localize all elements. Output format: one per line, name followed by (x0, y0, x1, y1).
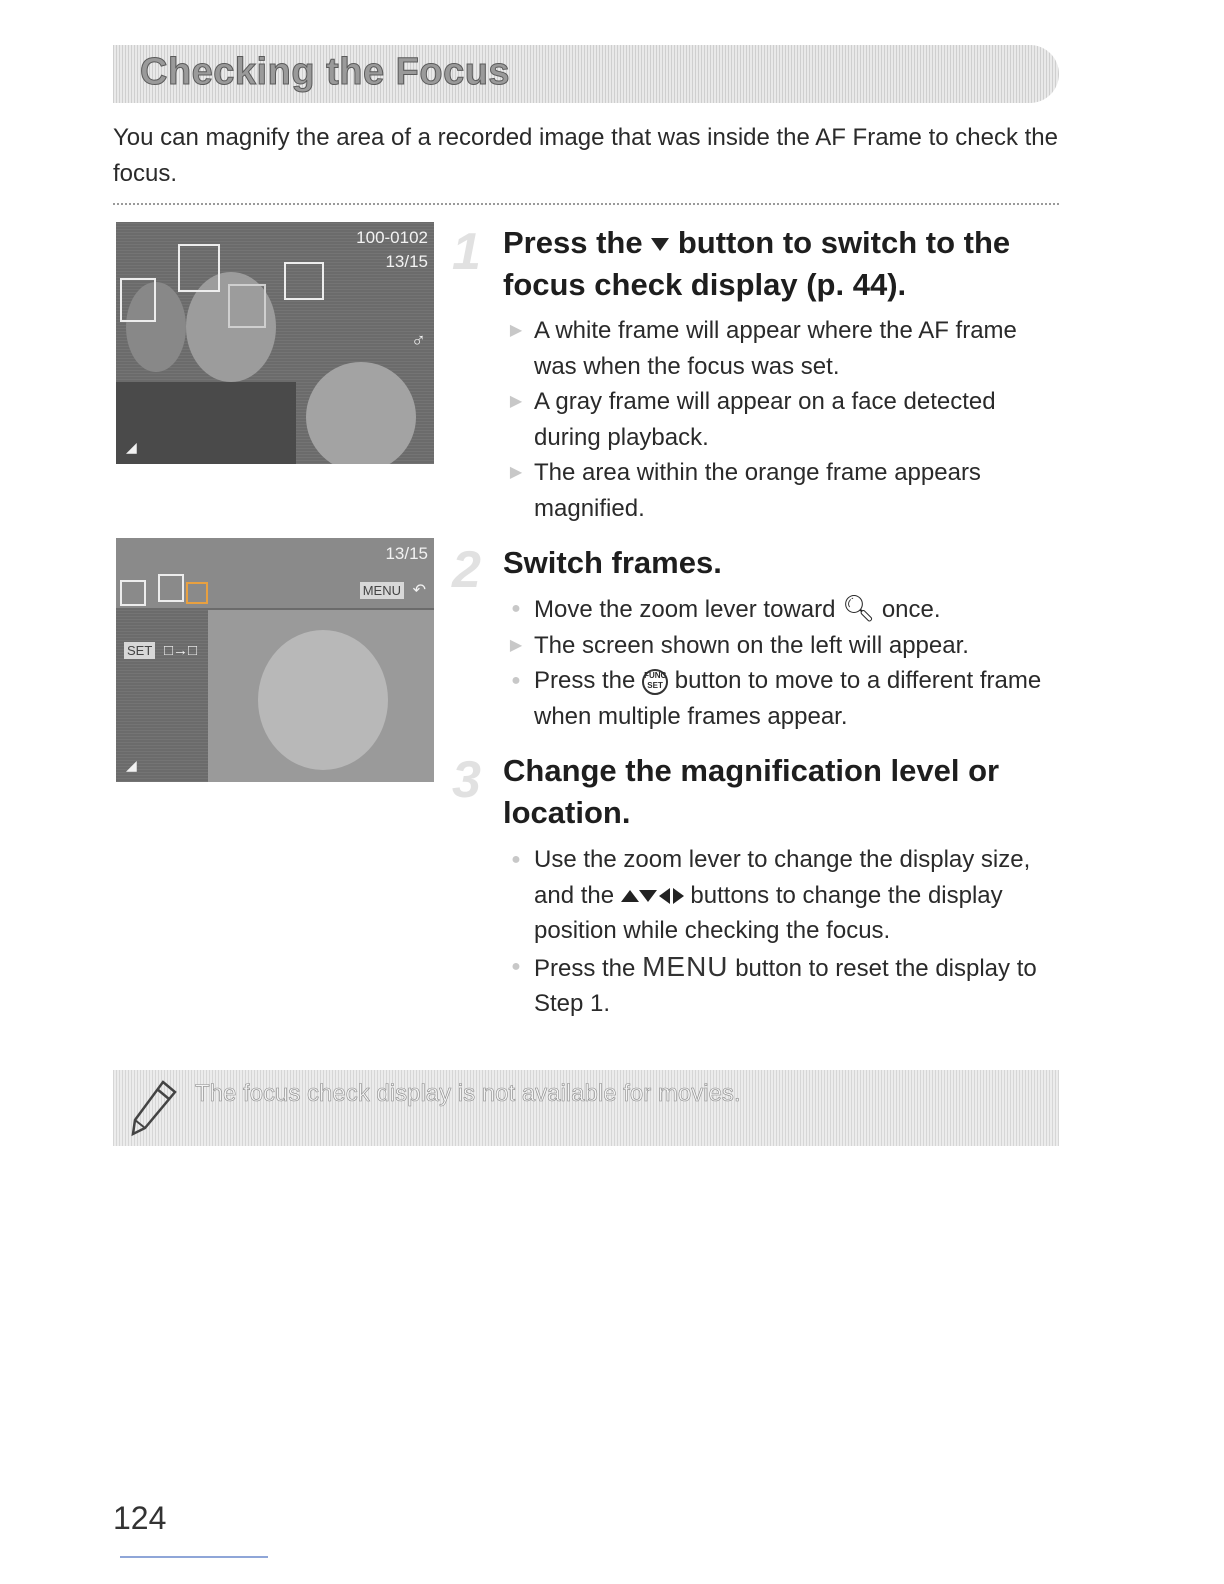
photo-shadow (116, 382, 296, 464)
frame-switch-icon: □→□ (164, 642, 198, 659)
down-arrow-icon (651, 238, 669, 251)
step-title-text: Press the (503, 225, 643, 260)
step-title-text: button to switch to the focus check display (p. 44). (503, 225, 1011, 302)
red-eye-icon: ♂ (411, 330, 426, 352)
set-label: SET (124, 642, 155, 659)
menu-button-label: MENU (642, 950, 729, 982)
arrow-bullet-icon: ▶ (509, 322, 523, 339)
list-item: ▶ The area within the orange frame appears magnified. (503, 455, 1063, 526)
arrow-bullet-icon: ▶ (509, 464, 523, 481)
protect-icon: ◢ (126, 439, 137, 455)
pencil-icon (127, 1078, 179, 1138)
divider (113, 203, 1059, 205)
section-title: Checking the Focus (140, 51, 511, 93)
page-number: 124 (113, 1500, 167, 1536)
list-item: ● Press the FUNC SET button to move to a different frame when multiple frames appear. (503, 663, 1063, 734)
step-2-title: Switch frames. (503, 545, 722, 580)
file-number: 100-0102 (356, 228, 428, 247)
arrow-bullet-icon: ▶ (509, 636, 523, 654)
list-item: ● Move the zoom lever toward 🔍︎ once. (503, 591, 1063, 628)
list-item: ▶ A white frame will appear where the AF frame was when the focus was set. (503, 313, 1063, 384)
arrow-bullet-icon: ▶ (509, 393, 523, 410)
image-count: 13/15 (385, 544, 428, 563)
list-item: ● Press the MENU button to reset the display to Step 1. (503, 949, 1063, 1022)
magnified-area (208, 610, 434, 782)
step-3-title: Change the magnification level or location. (503, 753, 1000, 830)
photo-subject (306, 362, 416, 464)
return-icon: ↶ (412, 582, 426, 599)
af-frame (178, 244, 220, 292)
step-2-bullets (503, 591, 1063, 734)
menu-return-label: MENU (360, 582, 404, 599)
step-number: 2 (452, 541, 481, 599)
camera-screen-1 (116, 222, 434, 464)
af-frame (158, 574, 184, 602)
func-set-icon: FUNC SET (642, 669, 668, 695)
page-underline (120, 1556, 268, 1558)
step-number: 3 (452, 751, 481, 809)
magnify-icon: 🔍︎ (842, 593, 876, 623)
step-3-bullets (503, 842, 1063, 1022)
list-item: ▶ The screen shown on the left will appear. (503, 628, 1063, 664)
circle-bullet-icon: ● (511, 957, 521, 975)
note-text: The focus check display is not available for movies. (195, 1080, 741, 1107)
list-item: ▶ A gray frame will appear on a face detected during playback. (503, 384, 1063, 455)
step-number: 1 (452, 223, 481, 281)
circle-bullet-icon: ● (511, 600, 521, 617)
step-1-bullets (503, 313, 1063, 526)
image-count: 13/15 (385, 252, 428, 271)
af-frame (120, 278, 156, 322)
af-frame (228, 284, 266, 328)
intro-text: You can magnify the area of a recorded image that was inside the AF Frame to check the focus. (113, 124, 1058, 187)
face (258, 630, 388, 770)
circle-bullet-icon: ● (511, 851, 521, 868)
circle-bullet-icon: ● (511, 672, 521, 689)
protect-icon: ◢ (126, 757, 137, 773)
camera-screen-2 (116, 538, 434, 782)
direction-buttons-icon (621, 882, 691, 909)
af-frame (284, 262, 324, 300)
step-1-title (503, 222, 1063, 306)
af-frame (120, 580, 146, 606)
orange-frame (186, 582, 208, 604)
list-item: ● Use the zoom lever to change the display size, and the buttons to change the display position while checking the focus. (503, 842, 1063, 949)
